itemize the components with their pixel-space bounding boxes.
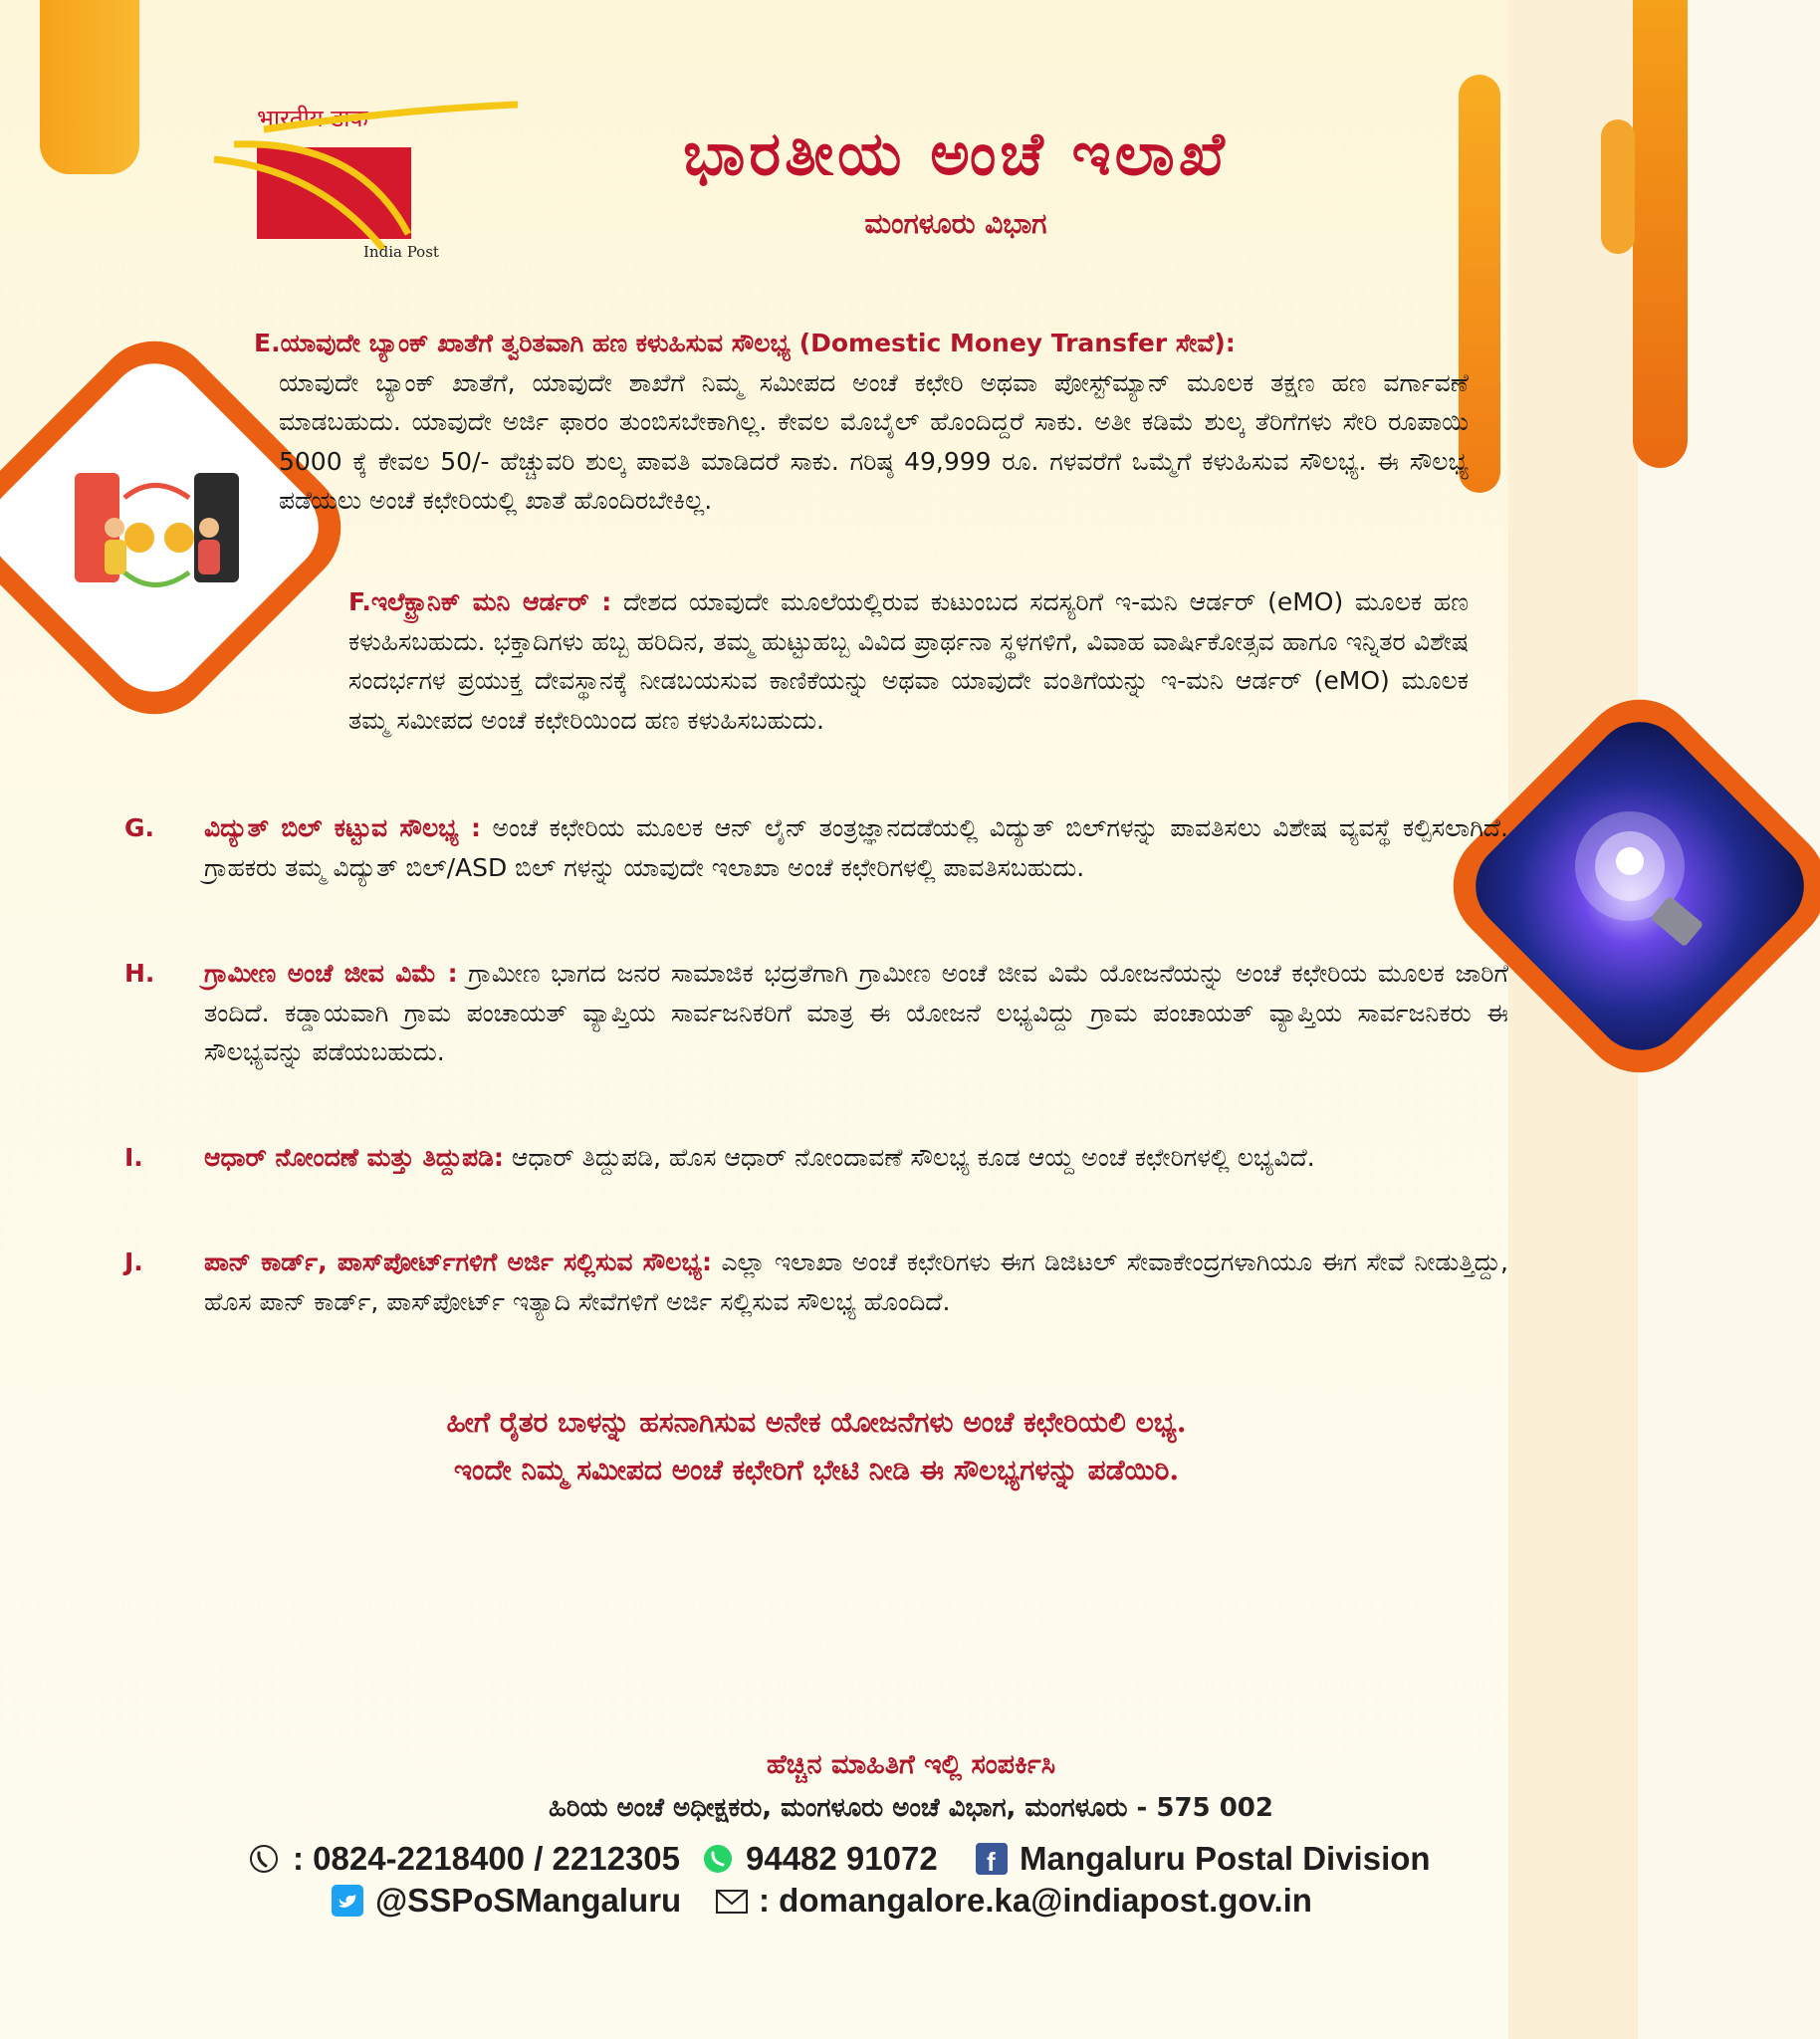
section-h-body: ಗ್ರಾಮೀಣ ಭಾಗದ ಜನರ ಸಾಮಾಜಿಕ ಭದ್ರತೆಗಾಗಿ ಗ್ರಾಮೀಣ ಅಂಚೆ ಜೀವ ವಿಮೆ ಯೋಜನೆಯನ್ನು ಅಂಚೆ ಕಛೇರಿಯ ಮೂಲಕ ಜಾರಿಗೆ ತಂದಿದೆ. ಕಡ್ಡಾಯವಾಗಿ ಗ್ರಾಮ ಪಂಚಾಯತ್ ವ್ಯಾಪ್ತಿಯ ಸಾರ್ವಜನಿಕರಿಗೆ ಮಾತ್ರ ಈ ಯೋಜನೆ ಲಭ್ಯವಿದ್ದು ಗ್ರಾಮ ಪಂಚಾಯತ್ ವ್ಯಾಪ್ತಿಯ ಸಾರ್ವಜನಿಕರು ಈ ಸೌಲಭ್ಯವನ್ನು ಪಡೆಯಬಹುದು.	[204, 959, 1509, 1066]
section-h	[124, 954, 1509, 1072]
contact-address: ಹಿರಿಯ ಅಂಚೆ ಅಧೀಕ್ಷಕರು, ಮಂಗಳೂರು ಅಂಚೆ ವಿಭಾಗ, ಮಂಗಳೂರು - 575 002	[549, 1793, 1273, 1823]
section-e	[254, 324, 1469, 521]
phone-contact[interactable]	[249, 1840, 680, 1878]
section-h-heading: ಗ್ರಾಮೀಣ ಅಂಚೆ ಜೀವ ವಿಮೆ :	[204, 959, 458, 988]
section-g-letter: G.	[124, 813, 155, 842]
email-icon	[715, 1885, 747, 1917]
section-f	[348, 582, 1469, 740]
closing-message	[199, 1399, 1434, 1494]
whatsapp-number: 94482 91072	[746, 1840, 938, 1877]
email-contact[interactable]	[715, 1882, 1312, 1920]
section-f-heading: F.ಇಲೆಕ್ಟ್ರಾನಿಕ್ ಮನಿ ಆರ್ಡರ್ :	[348, 587, 612, 616]
facebook-contact[interactable]	[976, 1840, 1431, 1878]
decorative-bar-top-left	[40, 0, 139, 174]
section-j	[124, 1243, 1509, 1321]
twitter-icon	[332, 1885, 363, 1917]
section-i-body: ಆಧಾರ್ ತಿದ್ದುಪಡಿ, ಹೊಸ ಆಧಾರ್ ನೋಂದಾವಣೆ ಸೌಲಭ್ಯ ಕೂಡ ಆಯ್ದ ಅಂಚೆ ಕಛೇರಿಗಳಲ್ಲಿ ಲಭ್ಯವಿದೆ.	[511, 1143, 1315, 1172]
email-address: : domangalore.ka@indiapost.gov.in	[759, 1882, 1312, 1919]
section-h-letter: H.	[124, 959, 155, 988]
phone-text: : 0824-2218400 / 2212305	[293, 1840, 681, 1877]
section-g-heading: ವಿದ್ಯುತ್ ಬಿಲ್ ಕಟ್ಟುವ ಸೌಲಭ್ಯ :	[204, 813, 481, 842]
whatsapp-contact[interactable]	[702, 1840, 938, 1878]
section-g	[124, 808, 1508, 887]
decorative-bar-far-right	[1633, 0, 1688, 468]
section-i	[124, 1138, 1508, 1178]
section-e-body: ಯಾವುದೇ ಬ್ಯಾಂಕ್ ಖಾತೆಗೆ, ಯಾವುದೇ ಶಾಖೆಗೆ ನಿಮ್ಮ ಸಮೀಪದ ಅಂಚೆ ಕಛೇರಿ ಅಥವಾ ಪೋಸ್ಟ್‌ಮ್ಯಾನ್ ಮೂಲಕ ತಕ್ಷಣ ಹಣ ವರ್ಗಾವಣೆ ಮಾಡಬಹುದು. ಯಾವುದೇ ಅರ್ಜಿ ಫಾರಂ ತುಂಬಿಸಬೇಕಾಗಿಲ್ಲ. ಕೇವಲ ಮೊಬೈಲ್ ಹೊಂದಿದ್ದರೆ ಸಾಕು. ಅತೀ ಕಡಿಮೆ ಶುಲ್ಕ ತೆರಿಗೆಗಳು ಸೇರಿ ರೂಪಾಯಿ 5000 ಕ್ಕೆ ಕೇವಲ 50/- ಹೆಚ್ಚುವರಿ ಶುಲ್ಕ ಪಾವತಿ ಮಾಡಿದರೆ ಸಾಕು. ಗರಿಷ್ಠ 49,999 ರೂ. ಗಳವರೆಗೆ ಒಮ್ಮೆಗೆ ಕಳುಹಿಸುವ ಸೌಲಭ್ಯ. ಈ ಸೌಲಭ್ಯ ಪಡೆಯಲು ಅಂಚೆ ಕಛೇರಿಯಲ್ಲಿ ಖಾತೆ ಹೊಂದಿರಬೇಕಿಲ್ಲ.	[279, 367, 1469, 515]
logo-english-text: India Post	[363, 243, 439, 261]
page-title: ಭಾರತೀಯ ಅಂಚೆ ಇಲಾಖೆ	[683, 119, 1229, 189]
india-post-logo	[209, 100, 538, 269]
section-f-body: ದೇಶದ ಯಾವುದೇ ಮೂಲೆಯಲ್ಲಿರುವ ಕುಟುಂಬದ ಸದಸ್ಯರಿಗೆ ಇ-ಮನಿ ಆರ್ಡರ್ (eMO) ಮೂಲಕ ಹಣ ಕಳುಹಿಸಬಹುದು. ಭಕ್ತಾದಿಗಳು ಹಬ್ಬ ಹರಿದಿನ, ತಮ್ಮ ಹುಟ್ಟುಹಬ್ಬ ವಿವಿದ ಪ್ರಾರ್ಥನಾ ಸ್ಥಳಗಳಿಗೆ, ವಿವಾಹ ವಾರ್ಷಿಕೋತ್ಸವ ಹಾಗೂ ಇನ್ನಿತರ ವಿಶೇಷ ಸಂದರ್ಭಗಳ ಪ್ರಯುಕ್ತ ದೇವಸ್ಥಾನಕ್ಕೆ ನೀಡಬಯಸುವ ಕಾಣಿಕೆಯನ್ನು ಅಥವಾ ಯಾವುದೇ ವಂತಿಗೆಯನ್ನು ಇ-ಮನಿ ಆರ್ಡರ್ (eMO) ಮೂಲಕ ತಮ್ಮ ಸಮೀಪದ ಅಂಚೆ ಕಛೇರಿಯಿಂದ ಹಣ ಕಳುಹಿಸಬಹುದು.	[348, 587, 1469, 735]
section-i-letter: I.	[124, 1143, 143, 1172]
facebook-icon	[976, 1843, 1008, 1875]
svg-text:f: f	[987, 1847, 996, 1875]
section-j-body: ಎಲ್ಲಾ ಇಲಾಖಾ ಅಂಚೆ ಕಛೇರಿಗಳು ಈಗ ಡಿಜಿಟಲ್ ಸೇವಾಕೇಂದ್ರಗಳಾಗಿಯೂ ಈಗ ಸೇವೆ ನೀಡುತ್ತಿದ್ದು, ಹೊಸ ಪಾನ್ ಕಾರ್ಡ್, ಪಾಸ್‌ಪೋರ್ಟ್ ಇತ್ಯಾದಿ ಸೇವೆಗಳಿಗೆ ಅರ್ಜಿ ಸಲ್ಲಿಸುವ ಸೌಲಭ್ಯ ಹೊಂದಿದೆ.	[204, 1247, 1509, 1316]
section-i-heading: ಆಧಾರ್ ನೋಂದಣೆ ಮತ್ತು ತಿದ್ದುಪಡಿ:	[204, 1143, 504, 1172]
twitter-contact[interactable]	[332, 1882, 681, 1920]
closing-line-2: ಇಂದೇ ನಿಮ್ಮ ಸಮೀಪದ ಅಂಚೆ ಕಛೇರಿಗೆ ಭೇಟಿ ನೀಡಿ ಈ ಸೌಲಭ್ಯಗಳನ್ನು ಪಡೆಯಿರಿ.	[453, 1454, 1180, 1486]
whatsapp-icon	[702, 1843, 734, 1875]
section-g-body: ಅಂಚೆ ಕಛೇರಿಯ ಮೂಲಕ ಆನ್ ಲೈನ್ ತಂತ್ರಜ್ಞಾನದಡೆಯಲ್ಲಿ ವಿದ್ಯುತ್ ಬಿಲ್‌ಗಳನ್ನು ಪಾವತಿಸಲು ವಿಶೇಷ ವ್ಯವಸ್ಥೆ ಕಲ್ಪಿಸಲಾಗಿದೆ. ಗ್ರಾಹಕರು ತಮ್ಮ ವಿದ್ಯುತ್ ಬಿಲ್/ASD ಬಿಲ್ ಗಳನ್ನು ಯಾವುದೇ ಇಲಾಖಾ ಅಂಚೆ ಕಛೇರಿಗಳಲ್ಲಿ ಪಾವತಿಸಬಹುದು.	[204, 813, 1508, 882]
section-j-letter: J.	[124, 1247, 143, 1276]
decorative-bar-small	[1601, 119, 1635, 254]
contact-heading: ಹೆಚ್ಚಿನ ಮಾಹಿತಿಗೆ ಇಲ್ಲಿ ಸಂಪರ್ಕಿಸಿ	[766, 1749, 1056, 1780]
facebook-page: Mangaluru Postal Division	[1020, 1840, 1431, 1877]
closing-line-1: ಹೀಗೆ ರೈತರ ಬಾಳನ್ನು ಹಸನಾಗಿಸುವ ಅನೇಕ ಯೋಜನೆಗಳು ಅಂಚೆ ಕಛೇರಿಯಲಿ ಲಭ್ಯ.	[446, 1406, 1187, 1439]
logo-hindi-text: भारतीय डाक	[257, 105, 368, 132]
phone-icon	[249, 1843, 281, 1875]
section-e-heading: E.ಯಾವುದೇ ಬ್ಯಾಂಕ್ ಖಾತೆಗೆ ತ್ವರಿತವಾಗಿ ಹಣ ಕಳುಹಿಸುವ ಸೌಲಭ್ಯ (Domestic Money Transfer ಸೇವೆ):	[254, 329, 1236, 357]
section-j-heading: ಪಾನ್ ಕಾರ್ಡ್, ಪಾಸ್‌ಪೋರ್ಟ್‌ಗಳಿಗೆ ಅರ್ಜಿ ಸಲ್ಲಿಸುವ ಸೌಲಭ್ಯ:	[204, 1247, 712, 1276]
twitter-handle: @SSPoSMangaluru	[375, 1882, 682, 1919]
page-subtitle: ಮಂಗಳೂರು ವಿಭಾಗ	[864, 207, 1047, 240]
